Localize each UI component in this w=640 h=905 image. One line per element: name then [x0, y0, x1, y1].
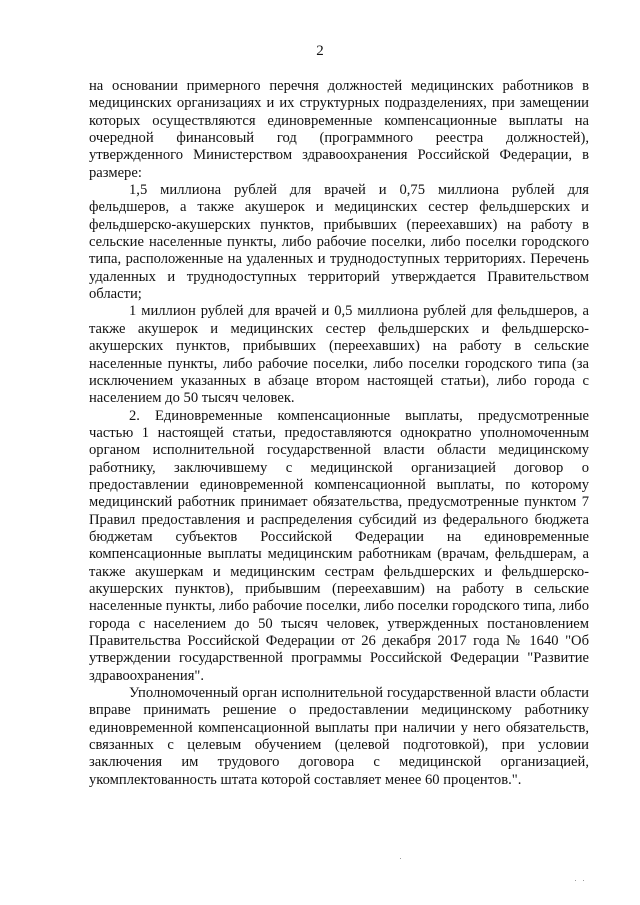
scan-speck: [400, 858, 401, 859]
page-number: 2: [316, 43, 324, 59]
paragraph-rural-payment: 1 миллион рублей для врачей и 0,5 миллиона рублей для фельдшеров, а также акушерок и медицинских сестер фельдшерских и фельдшерско-акушерских пунктов, прибывших (переехавших) на работу в сельские населенные пункты, либо рабочие поселки, либо поселки городского типа (за исключением указанных в абзаце втором настоящей статьи), либо города с населением до 50 тысяч человек.: [89, 303, 589, 407]
paragraph-remote-territories-payment: 1,5 миллиона рублей для врачей и 0,75 миллиона рублей для фельдшеров, а также акушерок и медицинских сестер фельдшерских и фельдшерско-акушерских пунктов, прибывших (переехавших) на работу в сельские населенные пункты, либо рабочие поселки, либо поселки городского типа, расположенные на удаленных и труднодоступных территориях. Перечень удаленных и труднодоступных территорий утверждается Правительством области;: [89, 182, 589, 303]
paragraph-authorized-body-decision: Уполномоченный орган исполнительной государственной власти области вправе принимать решение о предоставлении медицинскому работнику единовременной компенсационной выплаты при наличии у него обязательств, связанных с целевым обучением (целевой подготовкой), при условии заключения им трудового договора с медицинской организацией, укомплектованность штата которой составляет менее 60 процентов.".: [89, 685, 589, 788]
scan-speck: [583, 880, 584, 881]
scan-speck: [575, 880, 576, 881]
paragraph-part-2-payment-conditions: 2. Единовременные компенсационные выплаты, предусмотренные частью 1 настоящей статьи, предоставляются однократно уполномоченным органом исполнительной государственной власти области медицинскому работнику, заключившему с медицинской организацией договор о предоставлении единовременной компенсационной выплаты, по которому медицинский работник принимает обязательства, предусмотренные пунктом 7 Правил предоставления и распределения субсидий из федерального бюджета бюджетам субъектов Российской Федерации на единовременные компенсационные выплаты медицинским работникам (врачам, фельдшерам, а также акушеркам и медицинским сестрам фельдшерских и фельдшерско-акушерских пунктов), прибывшим (переехавшим) на работу в сельские населенные пункты, либо рабочие поселки, либо поселки городского типа, либо города с населением до 50 тысяч человек, утвержденных постановлением Правительства Российской Федерации от 26 декабря 2017 года № 1640 "Об утверждении государственной программы Российской Федерации "Развитие здравоохранения".: [89, 407, 589, 684]
document-body: [89, 78, 589, 789]
paragraph-intro: на основании примерного перечня должностей медицинских работников в медицинских организациях и их структурных подразделениях, при замещении которых осуществляются единовременные компенсационные выплаты на очередной финансовый год (программного реестра должностей), утвержденного Министерством здравоохранения Российской Федерации, в размере:: [89, 78, 589, 181]
